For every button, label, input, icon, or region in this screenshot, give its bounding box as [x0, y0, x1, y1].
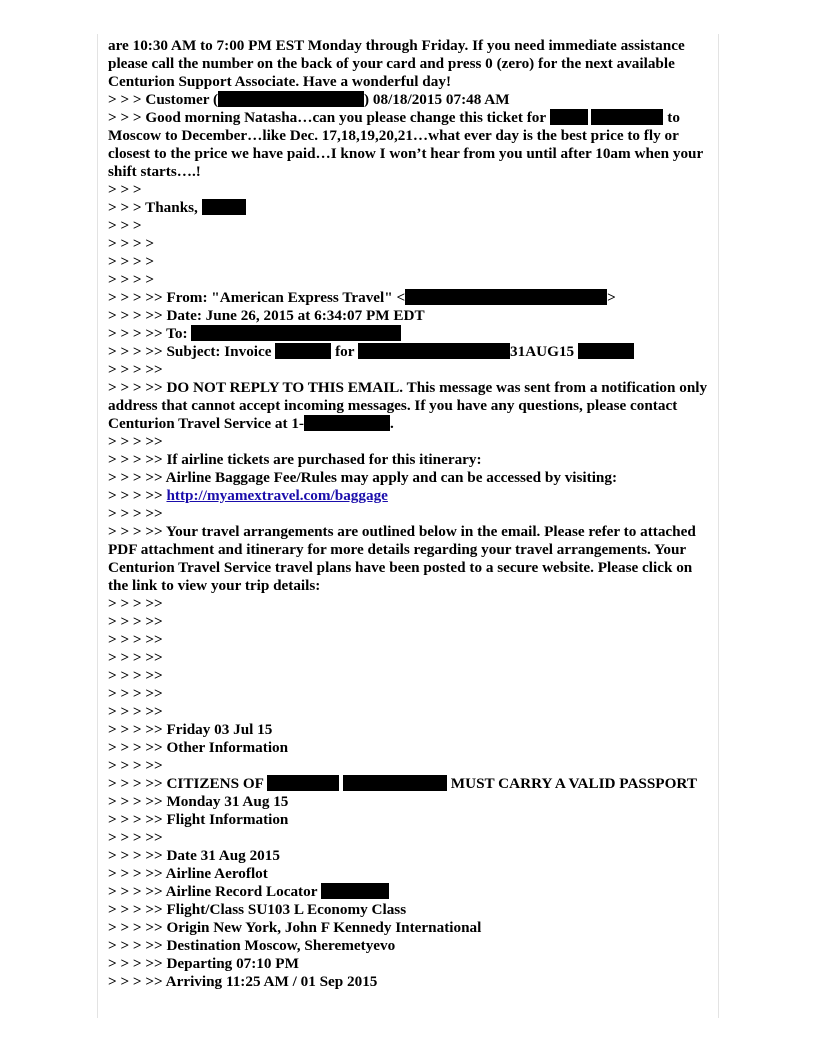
baggage-link-line: [108, 487, 710, 505]
quote-marker: > > >: [108, 181, 142, 198]
redaction-block: [321, 883, 389, 899]
redaction-block: [343, 775, 447, 791]
redaction-block: [267, 775, 339, 791]
do-not-reply-notice: [108, 379, 710, 433]
header-subject: [108, 343, 710, 361]
itinerary-day-1: > > > >> Friday 03 Jul 15: [108, 721, 273, 738]
notice-text: > > > >> DO NOT REPLY TO THIS EMAIL. This message was sent from a notification only address that cannot accept incoming messages. If you have any questions, please contact Centurion Travel Service at 1-: [108, 379, 708, 432]
quote-marker: > > > >>: [108, 703, 163, 720]
flight-airline: > > > >> Airline Aeroflot: [108, 865, 268, 882]
baggage-line-1: > > > >> If airline tickets are purchased for this itinerary:: [108, 451, 482, 468]
flight-information-heading: > > > >> Flight Information: [108, 811, 289, 828]
thanks-line: [108, 199, 710, 217]
request-part-1: > > > Good morning Natasha…can you please change this ticket for: [108, 109, 546, 126]
baggage-line-2: > > > >> Airline Baggage Fee/Rules may apply and can be accessed by visiting:: [108, 469, 618, 486]
other-information-heading: > > > >> Other Information: [108, 739, 289, 756]
redaction-block: [191, 325, 401, 341]
flight-date: > > > >> Date 31 Aug 2015: [108, 847, 280, 864]
redaction-block: [202, 199, 246, 215]
page-left-border: [97, 34, 98, 1018]
quote-marker: > > > >: [108, 235, 155, 252]
passport-notice: [108, 775, 710, 793]
from-close: >: [607, 289, 616, 306]
passport-text: MUST CARRY A VALID PASSPORT: [450, 775, 697, 792]
travel-arrangements-paragraph: > > > >> Your travel arrangements are outlined below in the email. Please refer to attached PDF attachment and itinerary for more details regarding your travel arrangements. Your Centurion Travel Service travel plans have been posted to a secure website. Please click on the link to view your trip details:: [108, 523, 696, 594]
quote-marker: > > > >>: [108, 505, 163, 522]
email-document: [108, 37, 710, 991]
quote-marker: > > >: [108, 217, 142, 234]
customer-prefix: > > > Customer (: [108, 91, 219, 108]
redaction-block: [218, 91, 364, 107]
customer-timestamp: ) 08/18/2015 07:48 AM: [364, 91, 510, 108]
redaction-block: [578, 343, 634, 359]
quote-marker: > > > >>: [108, 757, 163, 774]
flight-departing: > > > >> Departing 07:10 PM: [108, 955, 299, 972]
quote-marker: > > > >>: [108, 685, 163, 702]
subject-date: 31AUG15: [510, 343, 575, 360]
record-locator-line: [108, 883, 710, 901]
from-label: > > > >> From: "American Express Travel" <: [108, 289, 406, 306]
quote-marker: > > > >>: [108, 361, 163, 378]
subject-label: > > > >> Subject: Invoice: [108, 343, 272, 360]
header-date: > > > >> Date: June 26, 2015 at 6:34:07 PM EDT: [108, 307, 425, 324]
quote-marker: > > > >>: [108, 433, 163, 450]
request-part-2: to Moscow to December…like Dec. 17,18,19,20,21…what ever day is the best price to fly or closest to the price we have paid…I know I won’t hear from you until after 10am when your shift starts….!: [108, 109, 703, 180]
redaction-block: [591, 109, 663, 125]
baggage-link[interactable]: http://myamextravel.com/baggage: [166, 487, 388, 504]
page-right-border: [718, 34, 719, 1018]
flight-destination: > > > >> Destination Moscow, Sheremetyevo: [108, 937, 396, 954]
quote-marker: > > > >>: [108, 613, 163, 630]
header-to: [108, 325, 710, 343]
flight-arriving: > > > >> Arriving 11:25 AM / 01 Sep 2015: [108, 973, 378, 990]
record-locator-label: > > > >> Airline Record Locator: [108, 883, 318, 900]
header-from: [108, 289, 710, 307]
redaction-block: [405, 289, 607, 305]
citizens-label: > > > >> CITIZENS OF: [108, 775, 264, 792]
quote-marker: > > > >>: [108, 631, 163, 648]
change-request-paragraph: [108, 109, 710, 181]
quote-marker: > > > >>: [108, 649, 163, 666]
customer-line: [108, 91, 710, 109]
support-hours-paragraph: are 10:30 AM to 7:00 PM EST Monday through Friday. If you need immediate assistance please call the number on the back of your card and press 0 (zero) for the next available Centurion Support Associate. Have a wonderful day!: [108, 37, 685, 90]
quote-marker: > > > >>: [108, 595, 163, 612]
quote-marker: > > > >>: [108, 667, 163, 684]
to-label: > > > >> To:: [108, 325, 188, 342]
redaction-block: [358, 343, 510, 359]
flight-origin: > > > >> Origin New York, John F Kennedy International: [108, 919, 482, 936]
quote-marker: > > > >>: [108, 829, 163, 846]
redaction-block: [275, 343, 331, 359]
itinerary-day-2: > > > >> Monday 31 Aug 15: [108, 793, 289, 810]
subject-for: for: [335, 343, 355, 360]
redaction-block: [550, 109, 588, 125]
thanks-text: > > > Thanks,: [108, 199, 198, 216]
notice-end: .: [390, 415, 394, 432]
flight-class: > > > >> Flight/Class SU103 L Economy Class: [108, 901, 407, 918]
quote-marker: > > > >: [108, 271, 155, 288]
quote-prefix: > > > >>: [108, 487, 163, 504]
redaction-block: [304, 415, 390, 431]
quote-marker: > > > >: [108, 253, 155, 270]
